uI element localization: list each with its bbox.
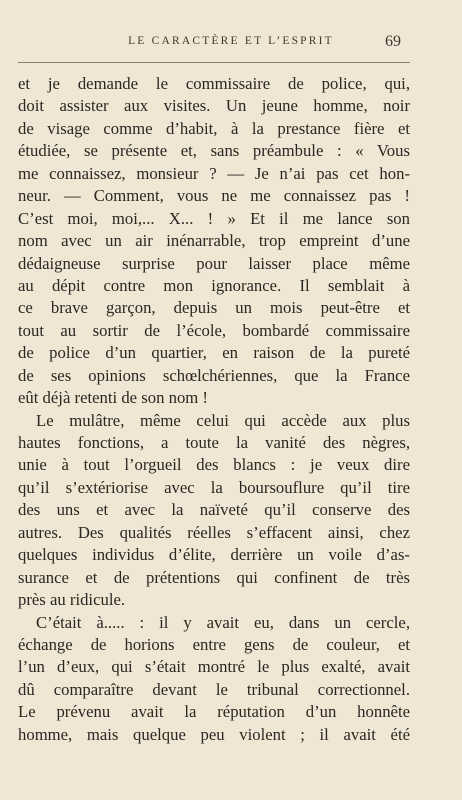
text-line: dû comparaître devant le tribunal correctionnel.: [18, 679, 410, 699]
running-title: LE CARACTÈRE ET L’ESPRIT: [128, 35, 334, 47]
paragraph-end-line: près au ridicule.: [18, 590, 126, 610]
text-line: de police d’un quartier, en raison de la pureté: [18, 343, 410, 363]
paragraph-end-line: eût déjà retenti de son nom !: [18, 388, 208, 408]
text-line: tout au sortir de l’école, bombardé commissaire: [18, 320, 410, 340]
page-number: 69: [385, 33, 401, 50]
text-line: de visage comme d’habit, à la prestance fière et: [18, 118, 410, 138]
text-line: l’un d’eux, qui s’était montré le plus exalté, avait: [18, 657, 410, 677]
text-line: quelques individus d’élite, derrière un voile d’as-: [18, 545, 410, 565]
text-line: étudiée, se présente et, sans préambule : « Vous: [18, 141, 410, 161]
text-line: surance et de prétentions qui confinent de très: [18, 567, 410, 587]
text-line: Le prévenu avait la réputation d’un honnête: [18, 702, 410, 722]
text-line: des uns et avec la naïveté qu’il conserve des: [18, 500, 410, 520]
text-line: hautes fonctions, a toute la vanité des nègres,: [18, 433, 410, 452]
header-rule: [18, 62, 410, 63]
text-line: nom avec un air inénarrable, trop empreint d’une: [18, 231, 410, 251]
text-line: de ses opinions schœlchériennes, que la France: [18, 365, 410, 385]
text-line: C’est moi, moi,... X... ! » Et il me lance son: [18, 208, 410, 228]
text-line: dédaigneuse surprise pour laisser place même: [18, 253, 410, 273]
text-line: échange de horions entre gens de couleur, et: [18, 634, 410, 654]
text-line: neur. — Comment, vous ne me connaissez pas !: [18, 186, 410, 206]
body-text: [18, 73, 410, 746]
text-line: au dépit contre mon ignorance. Il semblait à: [18, 275, 410, 295]
paragraph-start-line: Le mulâtre, même celui qui accède aux plus: [36, 410, 410, 430]
text-line: unie à tout l’orgueil des blancs : je veux dire: [18, 455, 410, 475]
text-line: autres. Des qualités réelles s’effacent ainsi, chez: [18, 522, 410, 542]
text-line: homme, mais quelque peu violent ; il avait été: [18, 724, 410, 744]
paragraph-start-line: C’était à..... : il y avait eu, dans un cercle,: [36, 612, 410, 632]
text-line: doit assister aux visites. Un jeune homme, noir: [18, 96, 410, 116]
text-line: qu’il s’extériorise avec la boursouflure qu’il tire: [18, 477, 410, 497]
text-line: et je demande le commissaire de police, qui,: [18, 74, 410, 93]
text-line: ce brave garçon, depuis un mois peut-être et: [18, 298, 410, 318]
running-head: [0, 34, 462, 54]
text-line: me connaissez, monsieur ? — Je n’ai pas cet hon-: [18, 163, 410, 183]
